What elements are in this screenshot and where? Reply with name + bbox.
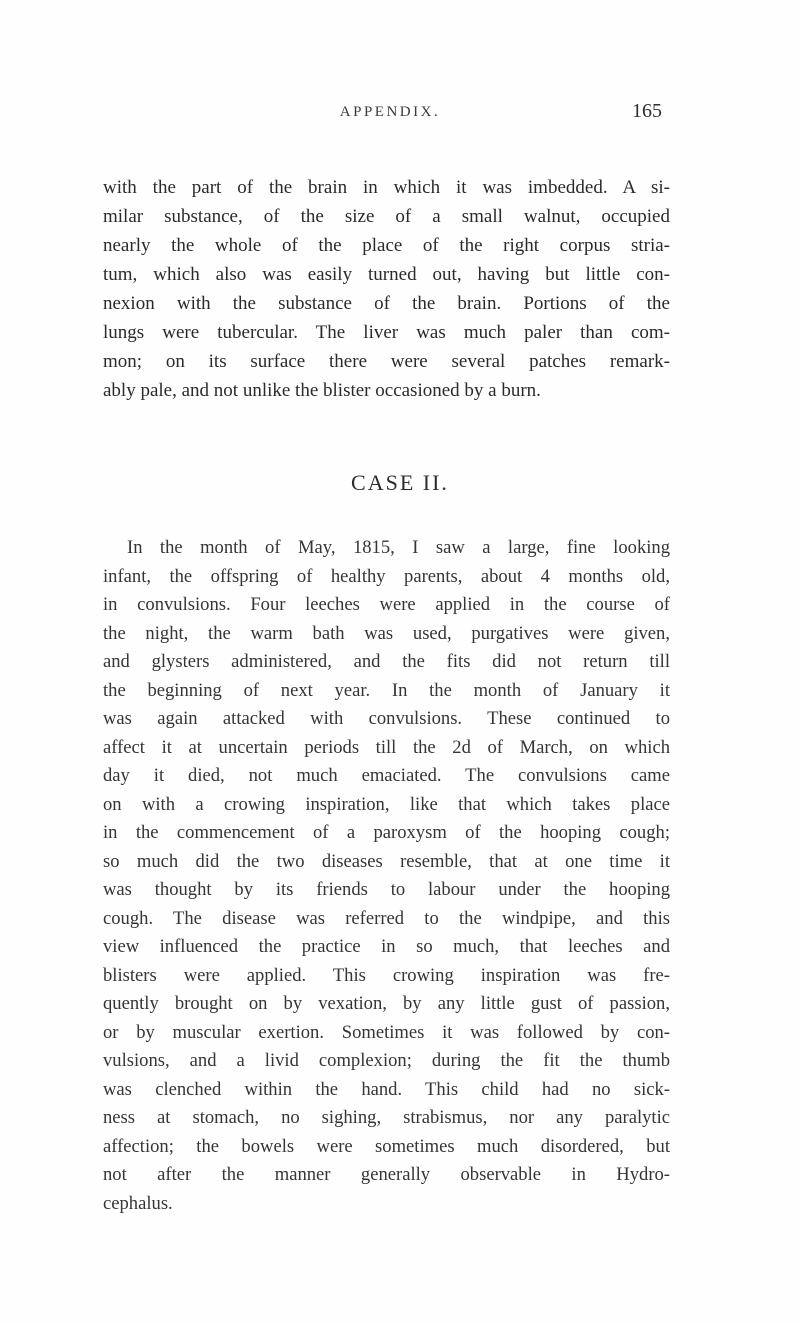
text-line: the night, the warm bath was used, purgatives were given, — [103, 622, 670, 644]
text-line: nexion with the substance of the brain. Portions of the — [103, 293, 670, 314]
text-line: ably pale, and not unlike the blister occasioned by a burn. — [103, 380, 541, 401]
text-line: day it died, not much emaciated. The convulsions came — [103, 765, 670, 786]
text-line: milar substance, of the size of a small walnut, occupied — [103, 206, 670, 227]
text-line: affect it at uncertain periods till the 2d of March, on which — [103, 736, 670, 758]
text-line: quently brought on by vexation, by any little gust of passion, — [103, 993, 670, 1014]
text-line: the beginning of next year. In the month of January it — [103, 679, 670, 701]
text-line: blisters were applied. This crowing inspiration was fre- — [103, 964, 670, 986]
text-line: on with a crowing inspiration, like that which takes place — [103, 793, 670, 815]
text-line: cephalus. — [103, 1192, 173, 1214]
text-line: view influenced the practice in so much, that leeches and — [103, 936, 670, 957]
intro-paragraph — [103, 173, 670, 405]
section-heading: CASE II. — [351, 470, 449, 495]
case-paragraph — [103, 534, 670, 1218]
text-line: was clenched within the hand. This child had no sick- — [103, 1078, 670, 1100]
text-line: or by muscular exertion. Sometimes it was followed by con- — [103, 1021, 670, 1043]
text-line: in the commencement of a paroxysm of the hooping cough; — [103, 822, 670, 843]
text-line: not after the manner generally observable in Hydro- — [103, 1164, 670, 1185]
text-line: nearly the whole of the place of the right corpus stria- — [103, 235, 670, 256]
page-number: 165 — [632, 100, 662, 122]
text-line: affection; the bowels were sometimes much disordered, but — [103, 1135, 670, 1157]
running-head — [118, 100, 662, 130]
running-title: APPENDIX. — [339, 104, 441, 120]
text-line: lungs were tubercular. The liver was much paler than com- — [103, 322, 670, 343]
text-line: infant, the offspring of healthy parents, about 4 months old, — [103, 565, 670, 587]
text-line: mon; on its surface there were several patches remark- — [103, 351, 670, 372]
text-line: with the part of the brain in which it was imbedded. A si- — [103, 177, 670, 198]
text-line: and glysters administered, and the fits did not return till — [103, 651, 670, 672]
text-line: was again attacked with convulsions. These continued to — [103, 708, 670, 729]
text-line: cough. The disease was referred to the windpipe, and this — [103, 907, 670, 929]
text-line: was thought by its friends to labour under the hooping — [103, 879, 670, 900]
text-line: In the month of May, 1815, I saw a large, fine looking — [127, 537, 670, 558]
text-line: in convulsions. Four leeches were applied in the course of — [103, 594, 670, 615]
text-line: ness at stomach, no sighing, strabismus, nor any paralytic — [103, 1107, 670, 1128]
text-line: tum, which also was easily turned out, having but little con- — [103, 264, 670, 285]
text-line: so much did the two diseases resemble, that at one time it — [103, 850, 670, 872]
text-line: vulsions, and a livid complexion; during the fit the thumb — [103, 1050, 670, 1071]
